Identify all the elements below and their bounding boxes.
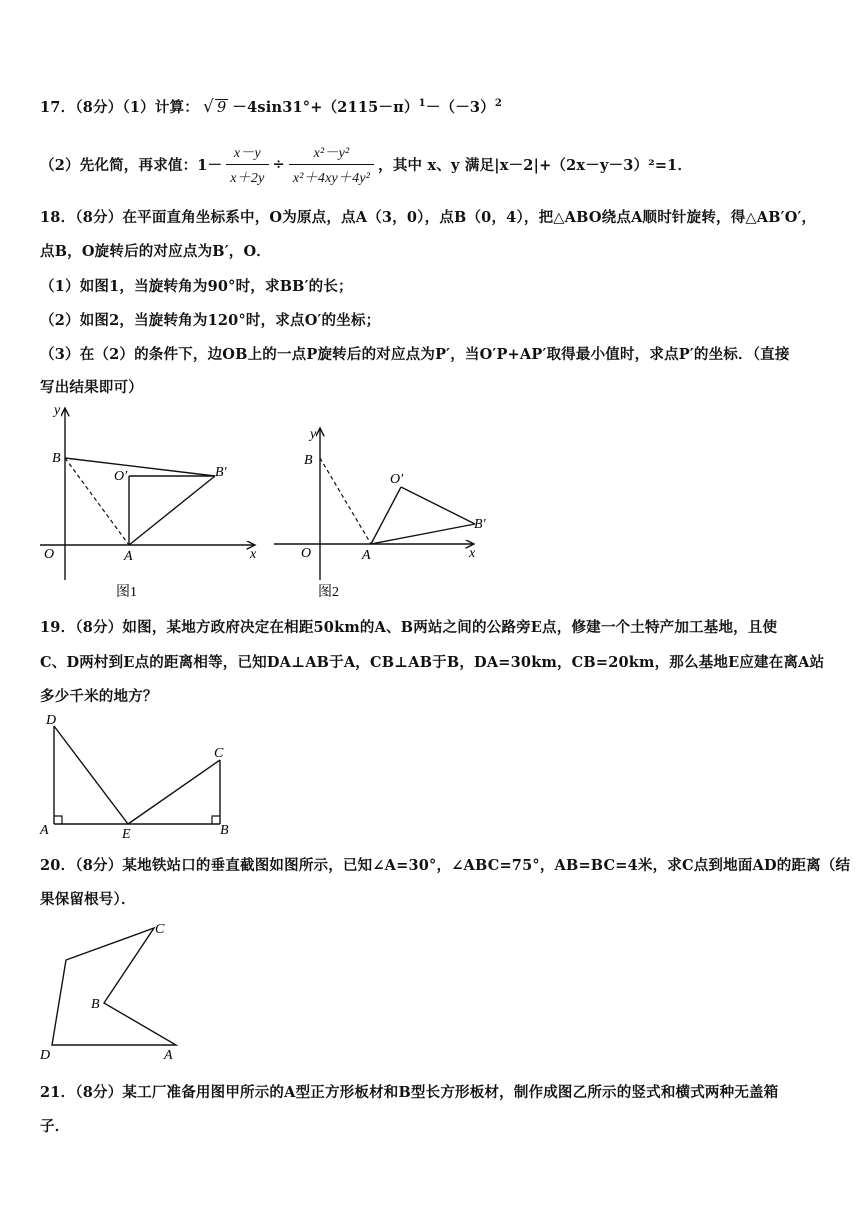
fig2-label-b: B — [304, 453, 313, 468]
fig1-segment-ab1 — [129, 476, 215, 545]
fig1-caption: 图1 — [116, 585, 137, 600]
q18-line3: （1）如图1，当旋转角为90°时，求BB′的长； — [40, 278, 353, 295]
q19-line2: C、D两村到E点的距离相等，已知DA⊥AB于A，CB⊥AB于B，DA=30km，CB=20km，那么基地E应建在离A站 — [40, 654, 825, 671]
q17-rest: －4sin31°+（2115－π） — [232, 99, 419, 116]
q20-figure — [36, 915, 196, 1065]
fig2-label-x: x — [469, 546, 476, 561]
q17-part2 — [40, 142, 692, 187]
fig2-label-b1: B′ — [474, 517, 486, 532]
q18-figure-1 — [30, 400, 270, 605]
q18-line4: （2）如图2，当旋转角为120°时，求点O′的坐标； — [40, 312, 381, 329]
q18-line1: 18．（8分）在平面直角坐标系中，O为原点，点A（3，0），点B（0，4），把△ABO绕点A顺时针旋转，得△AB′O′， — [40, 209, 817, 226]
fraction-1-numerator: x－y — [226, 142, 268, 165]
fig1-label-b1: B′ — [215, 465, 227, 480]
q19-figure — [38, 708, 238, 842]
fig2-label-a: A — [362, 548, 371, 563]
fig2-label-o: O — [301, 546, 312, 561]
fig1-label-y: y — [54, 403, 61, 418]
q20-line1: 20．（8分）某地铁站口的垂直截图如图所示，已知∠A=30°，∠ABC=75°，AB=BC=4米，求C点到地面AD的距离（结 — [40, 857, 851, 874]
q17-part2-prefix: （2）先化简，再求值：1－ — [40, 157, 223, 174]
fig3-label-c: C — [214, 746, 224, 761]
fig4-label-d: D — [40, 1048, 51, 1063]
fig2-segment-o1b1 — [401, 487, 475, 524]
fig1-label-a: A — [124, 549, 133, 564]
fig2-caption: 图2 — [318, 585, 339, 600]
sqrt-expression: √ 9 — [202, 97, 227, 117]
fig4-label-a: A — [164, 1048, 173, 1063]
q20-line2: 果保留根号）． — [40, 891, 136, 908]
fig4-label-c: C — [155, 922, 165, 937]
divide-sign: ÷ — [272, 156, 285, 173]
fig3-label-b: B — [220, 823, 229, 838]
fig3-label-d: D — [46, 713, 57, 728]
q17-exp1: 1 — [418, 98, 426, 110]
q19-line3: 多少千米的地方？ — [40, 688, 158, 705]
fig3-segment-de — [54, 726, 128, 824]
fig3-right-angle-a — [54, 816, 62, 824]
fig3-label-e: E — [122, 827, 131, 842]
fig2-label-y: y — [310, 427, 317, 442]
fraction-1-denominator: x＋2y — [230, 171, 265, 186]
fig2-dashed-ba — [320, 458, 371, 544]
fig2-label-o1: O′ — [390, 472, 404, 487]
fraction-2-numerator: x²－y² — [289, 142, 374, 165]
fig2-segment-ao1 — [371, 487, 401, 544]
fraction-2 — [289, 142, 374, 187]
fig4-polygon — [52, 928, 176, 1045]
fig2-segment-ab1 — [371, 524, 475, 544]
fig3-right-angle-b — [212, 816, 220, 824]
q19-line1: 19．（8分）如图，某地方政府决定在相距50km的A、B两站之间的公路旁E点，修建一个土特产加工基地，且使 — [40, 619, 778, 636]
q18-line2: 点B，O旋转后的对应点为B′，O． — [40, 243, 271, 260]
q17-exp2: 2 — [494, 98, 503, 110]
fraction-2-denominator: x²＋4xy＋4y² — [292, 171, 371, 186]
fraction-1 — [226, 142, 268, 187]
q17-head: 17．（8分）（1）计算： — [40, 99, 199, 116]
q21-line2: 子． — [40, 1118, 70, 1135]
fig4-label-b: B — [91, 997, 100, 1012]
q18-line5: （3）在（2）的条件下，边OB上的一点P旋转后的对应点为P′，当O′P+AP′取得最小值时，求点P′的坐标．（直接 — [40, 346, 790, 363]
q18-figure-2 — [270, 420, 490, 605]
q18-line6: 写出结果即可） — [40, 379, 143, 396]
q17-part2-suffix: ，其中 x、y 满足|x－2|+（2x－y－3）²=1． — [378, 157, 693, 174]
fig3-label-a: A — [40, 823, 49, 838]
q17-tail: －（－3） — [425, 99, 495, 116]
fig1-label-x: x — [250, 547, 257, 562]
fig3-segment-ec — [128, 760, 220, 824]
fig1-segment-bb1 — [65, 458, 215, 476]
fig1-label-b: B — [52, 451, 61, 466]
fig1-label-o: O — [44, 547, 55, 562]
q17-part1 — [40, 96, 502, 117]
fig1-label-o1: O′ — [114, 469, 128, 484]
q21-line1: 21．（8分）某工厂准备用图甲所示的A型正方形板材和B型长方形板材，制作成图乙所示的竖式和横式两种无盖箱 — [40, 1084, 779, 1101]
